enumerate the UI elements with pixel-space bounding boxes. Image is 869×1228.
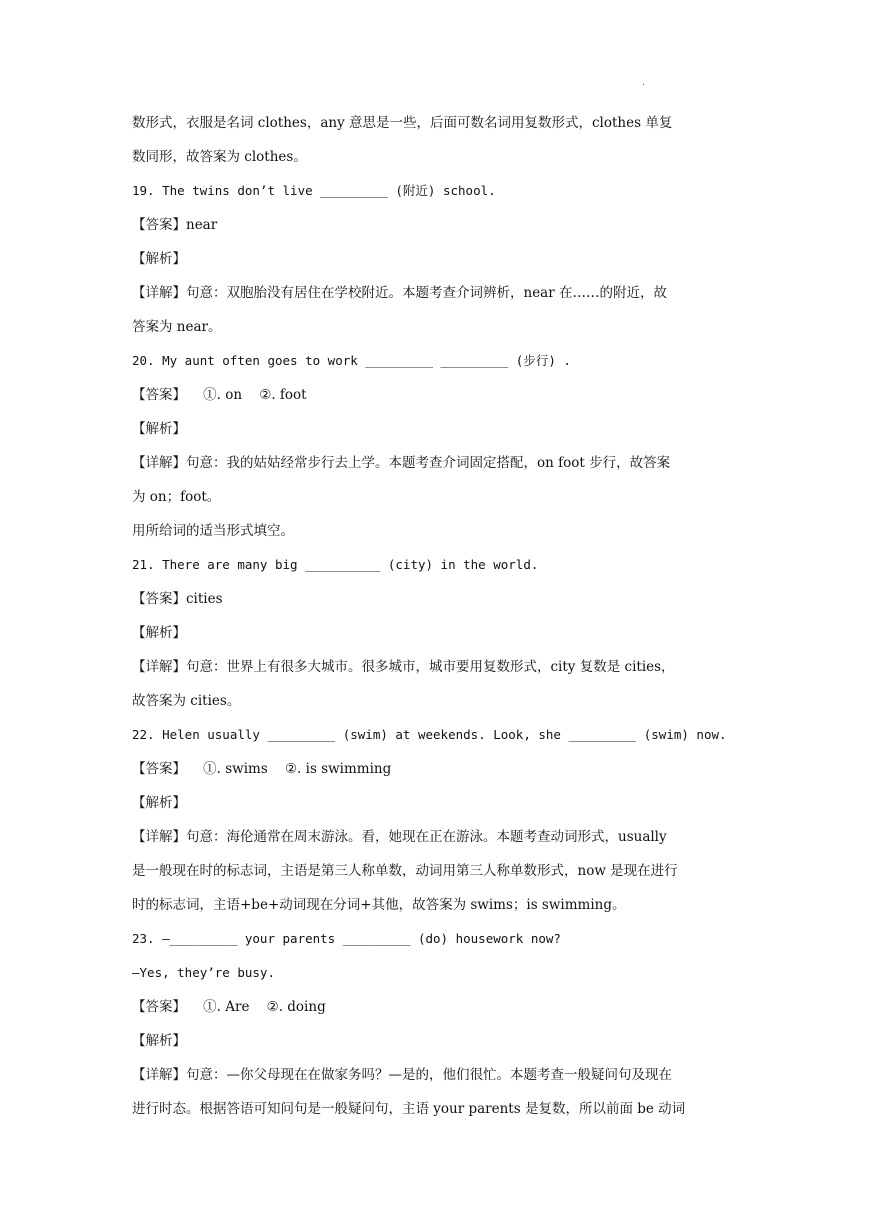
answer-label: 【答案】 ①. swims ②. is swimming: [132, 761, 392, 777]
text-line: 数同形，故答案为 clothes。: [132, 149, 307, 165]
explanation-line: 【详解】句意：双胞胎没有居住在学校附近。本题考查介词辨析，near 在……的附近，故: [132, 285, 667, 301]
explanation-line: 【详解】句意：世界上有很多大城市。很多城市，城市要用复数形式，city 复数是 cities，: [132, 659, 675, 675]
explanation-line: 故答案为 cities。: [132, 693, 241, 709]
question-23: 23. —_________ your parents _________ (do) housework now?: [132, 931, 561, 946]
answer-label: 【答案】near: [132, 217, 218, 233]
analysis-label: 【解析】: [132, 625, 186, 641]
answer-label: 【答案】cities: [132, 591, 223, 607]
explanation-line: 【详解】句意：—你父母现在在做家务吗？—是的，他们很忙。本题考查一般疑问句及现在: [132, 1067, 672, 1083]
section-instruction: 用所给词的适当形式填空。: [132, 523, 294, 539]
explanation-line: 是一般现在时的标志词，主语是第三人称单数，动词用第三人称单数形式，now 是现在进行: [132, 863, 678, 879]
question-20: 20. My aunt often goes to work _________ _________ (步行) .: [132, 353, 571, 368]
explanation-line: 答案为 near。: [132, 319, 222, 335]
question-23-reply: —Yes, they’re busy.: [132, 965, 275, 980]
question-22: 22. Helen usually _________ (swim) at weekends. Look, she _________ (swim) now.: [132, 727, 727, 742]
explanation-line: 时的标志词，主语+be+动词现在分词+其他，故答案为 swims；is swimming。: [132, 897, 626, 913]
page-marker-dot: ·: [642, 80, 646, 91]
text-line: 数形式，衣服是名词 clothes，any 意思是一些，后面可数名词用复数形式，clothes 单复: [132, 115, 673, 131]
answer-label: 【答案】 ①. Are ②. doing: [132, 999, 326, 1015]
explanation-line: 【详解】句意：我的姑姑经常步行去上学。本题考查介词固定搭配，on foot 步行，故答案: [132, 455, 671, 471]
analysis-label: 【解析】: [132, 1033, 186, 1049]
analysis-label: 【解析】: [132, 795, 186, 811]
explanation-line: 【详解】句意：海伦通常在周末游泳。看，她现在正在游泳。本题考查动词形式，usually: [132, 829, 667, 845]
analysis-label: 【解析】: [132, 421, 186, 437]
analysis-label: 【解析】: [132, 251, 186, 267]
answer-label: 【答案】 ①. on ②. foot: [132, 387, 307, 403]
explanation-line: 为 on；foot。: [132, 489, 221, 505]
question-19: 19. The twins don’t live _________ (附近) school.: [132, 183, 496, 198]
explanation-line: 进行时态。根据答语可知问句是一般疑问句，主语 your parents 是复数，所以前面 be 动词: [132, 1101, 686, 1117]
document-body: [132, 106, 742, 1126]
question-21: 21. There are many big __________ (city) in the world.: [132, 557, 539, 572]
